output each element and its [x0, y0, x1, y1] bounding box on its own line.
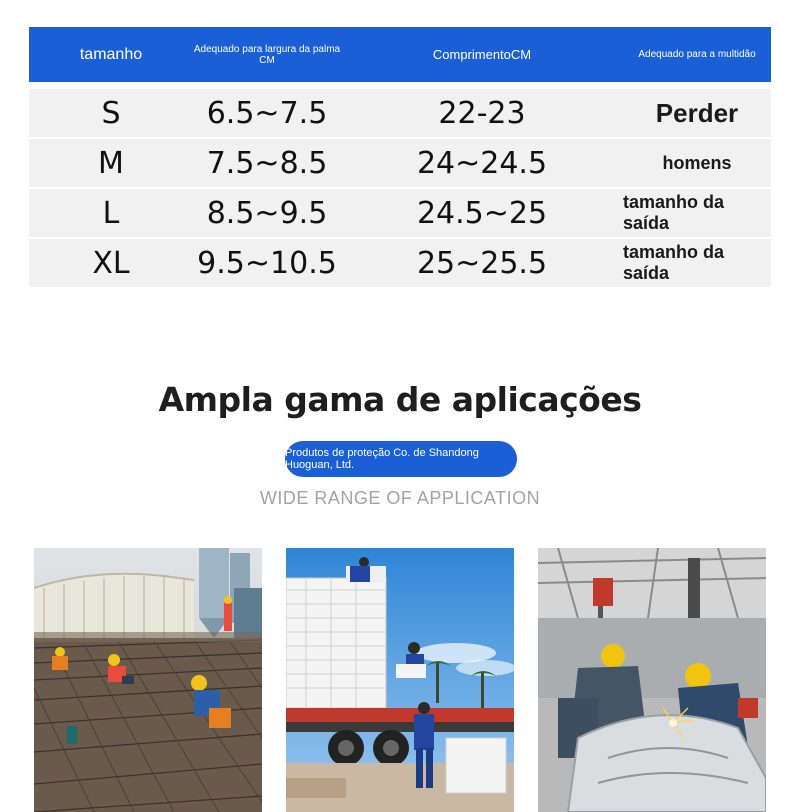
header-size: tamanho	[79, 45, 143, 63]
table-row	[29, 89, 771, 139]
cell-suitable-for: tamanho da saída	[623, 242, 725, 283]
cell-suitable-for: homens	[662, 152, 732, 173]
table-row	[29, 139, 771, 189]
table-row	[29, 239, 771, 289]
cell-size: L	[102, 195, 120, 231]
truck-loading-photo	[286, 548, 514, 812]
section-title: Ampla gama de aplicações	[158, 380, 642, 419]
cell-palm-width: 8.5~9.5	[206, 195, 328, 231]
header-palm-width: Adequado para largura da palma CM	[193, 43, 341, 66]
header-length: ComprimentoCM	[432, 47, 532, 62]
section-subtitle: WIDE RANGE OF APPLICATION	[259, 488, 541, 508]
cell-palm-width: 9.5~10.5	[197, 245, 337, 281]
cell-length: 24~24.5	[416, 145, 548, 181]
table-row	[29, 189, 771, 239]
cell-length: 22-23	[438, 95, 526, 131]
header-suitable-for: Adequado para a multidão	[638, 49, 756, 60]
cell-palm-width: 7.5~8.5	[206, 145, 328, 181]
cell-suitable-for: Perder	[655, 97, 739, 128]
cell-palm-width: 6.5~7.5	[206, 95, 328, 131]
size-table	[29, 27, 771, 289]
cell-length: 25~25.5	[416, 245, 548, 281]
construction-rebar-photo	[34, 548, 262, 812]
cell-length: 24.5~25	[416, 195, 548, 231]
cell-size: M	[98, 145, 124, 181]
cell-size: XL	[92, 245, 130, 281]
cell-size: S	[101, 95, 121, 131]
factory-welding-photo	[538, 548, 766, 812]
cell-suitable-for: tamanho da saída	[623, 192, 725, 233]
company-pill: Produtos de proteção Co. de Shandong Huoguan, Ltd.	[285, 441, 517, 477]
size-table-header	[29, 27, 771, 82]
